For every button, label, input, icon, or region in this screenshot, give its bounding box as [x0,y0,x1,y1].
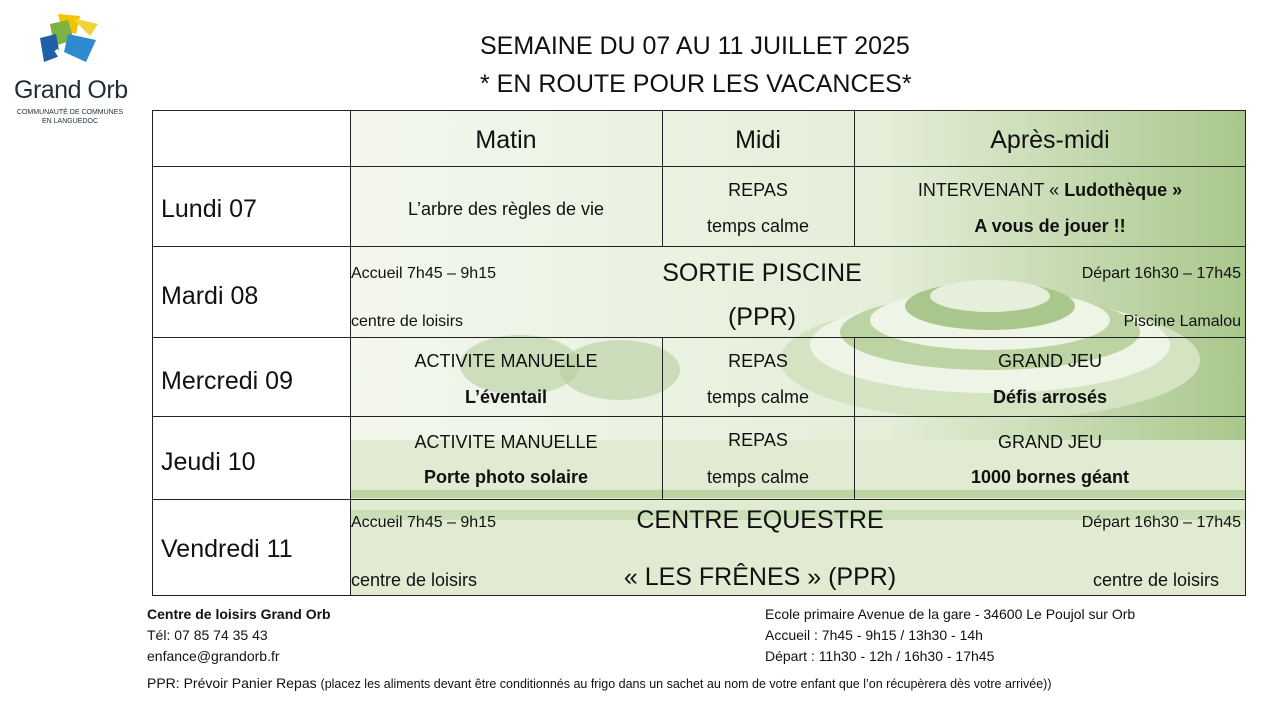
vendredi-sortie: CENTRE EQUESTRE [636,506,884,534]
footer-contact [147,604,331,667]
mercredi-apres-midi-jeu: GRAND JEU [997,351,1102,371]
jeudi-matin-activite: ACTIVITE MANUELLE [414,432,598,452]
day-label-jeudi: Jeudi 10 [161,448,256,476]
lundi-midi-calme: temps calme [706,216,810,236]
mardi-piscine: Piscine Lamalou [1123,313,1241,330]
footer-email: enfance@grandorb.fr [147,648,280,664]
footer-address-block [765,604,1135,667]
column-header-apres-midi: Après-midi [990,126,1110,154]
day-label-mercredi: Mercredi 09 [161,367,293,395]
weekly-schedule-table [152,110,1246,596]
lundi-am-suffix: » [1167,180,1183,200]
page-subtitle: * EN ROUTE POUR LES VACANCES* [480,70,912,98]
footer-ppr-note: (placez les aliments devant être conditionnés au frigo dans un sachet au nom de votre enfant que l’on récupèrera dès votre arrivée)) [320,677,1052,691]
mercredi-apres-midi-defis: Défis arrosés [992,387,1108,407]
jeudi-matin-porte-photo: Porte photo solaire [423,467,589,487]
day-label-lundi: Lundi 07 [161,195,257,223]
day-label-mardi: Mardi 08 [161,282,259,310]
footer-depart: Départ : 11h30 - 12h / 16h30 - 17h45 [765,648,995,664]
mercredi-midi-repas: REPAS [728,351,788,371]
mardi-lieu: centre de loisirs [351,313,464,330]
column-header-midi: Midi [735,126,781,154]
lundi-matin: L’arbre des règles de vie [407,199,605,219]
mardi-accueil: Accueil 7h45 – 9h15 [351,265,496,282]
jeudi-midi-calme: temps calme [706,467,810,487]
mercredi-matin-activite: ACTIVITE MANUELLE [414,351,598,371]
footer-ppr-main: PPR: Prévoir Panier Repas [147,675,321,691]
mardi-depart: Départ 16h30 – 17h45 [1081,265,1241,282]
footer-accueil: Accueil : 7h45 - 9h15 / 13h30 - 14h [765,627,983,643]
footer-address: Ecole primaire Avenue de la gare - 34600 Le Poujol sur Orb [765,606,1136,622]
logo-subtitle [14,108,126,126]
mardi-sortie: SORTIE PISCINE [662,259,862,287]
vendredi-accueil: Accueil 7h45 – 9h15 [351,514,496,531]
mercredi-matin-eventail: L’éventail [464,387,548,407]
lundi-am-prefix: INTERVENANT « [917,180,1065,200]
vendredi-frenes: « LES FRÊNES » (PPR) [623,563,897,591]
lundi-midi-repas: REPAS [728,180,788,200]
footer-tel: Tél: 07 85 74 35 43 [147,627,268,643]
lundi-am-bold: Ludothèque [1064,180,1168,200]
logo-subtitle-line1: COMMUNAUTÉ DE COMMUNES [16,109,124,116]
lundi-apres-midi-activite: A vous de jouer !! [974,216,1126,236]
mercredi-midi-calme: temps calme [706,387,810,407]
footer-ppr [147,673,1052,695]
vendredi-depart: Départ 16h30 – 17h45 [1081,514,1241,531]
jeudi-midi-repas: REPAS [728,430,788,450]
logo-subtitle-line2: EN LANGUEDOC [41,118,98,125]
footer-org: Centre de loisirs Grand Orb [147,606,331,622]
column-header-matin: Matin [475,126,537,154]
vendredi-retour-lieu: centre de loisirs [1092,570,1219,590]
mardi-ppr: (PPR) [727,303,797,331]
vendredi-lieu: centre de loisirs [351,570,478,590]
jeudi-apres-midi-jeu: GRAND JEU [997,432,1102,452]
lundi-apres-midi-intervenant [854,180,1246,201]
jeudi-apres-midi-bornes: 1000 bornes géant [970,467,1130,487]
day-label-vendredi: Vendredi 11 [161,535,293,563]
logo-emblem-icon [10,10,130,80]
page-title: SEMAINE DU 07 AU 11 JUILLET 2025 [480,32,910,60]
logo-title: Grand Orb [14,76,128,104]
